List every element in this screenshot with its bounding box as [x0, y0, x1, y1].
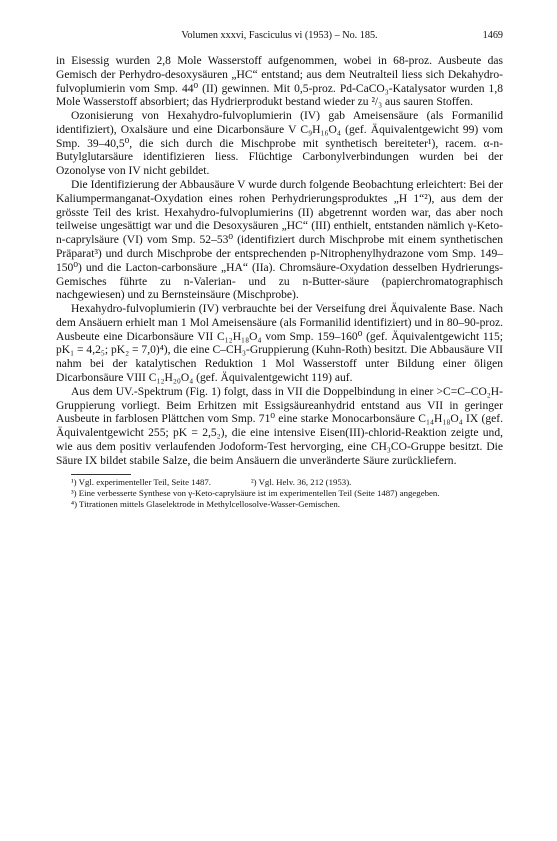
footnote-line [56, 477, 503, 488]
footnote: ¹) Vgl. experimenteller Teil, Seite 1487. [71, 477, 211, 488]
page-number: 1469 [482, 30, 503, 41]
paragraph: Aus dem UV.-Spektrum (Fig. 1) folgt, dass in VII die Doppelbindung in einer >C=C–CO₂H-Gruppierung vorliegt. Beim Erhitzen mit Essigsäureanhydrid entstand aus VII in geringer Ausbeute in farblosen Plättchen vom Smp. 71⁰ eine starke Monocarbonsäure C₁₄H₁₈O₄ IX (gef. Äquivalentgewicht 255; pK = 2,5₂), die eine intensive Eisen(III)-chlorid-Reaktion zeigte und, wie aus dem positiv verlaufenden Jodoform-Test hervorging, eine CH₃CO-Gruppe besitzt. Die Säure IX bildet stabile Salze, die beim Ansäuern die unveränderte Säure zurückliefern. [56, 385, 503, 467]
running-header [56, 30, 503, 44]
footnotes [56, 477, 503, 510]
paragraph: Ozonisierung von Hexahydro-fulvoplumierin (IV) gab Ameisensäure (als Formanilid identifiziert), Oxalsäure und eine Dicarbonsäure V C₉H₁₆O₄ (gef. Äquivalentgewicht 99) vom Smp. 39–40,5⁰, die sich durch die Mischprobe mit synthetisch bereiteter¹), racem. α-n-Butylglutarsäure identifizieren liess. Flüchtige Carbonylverbindungen wurden bei der Ozonolyse von IV nicht gebildet. [56, 110, 503, 178]
footnote: ²) Vgl. Helv. 36, 212 (1953). [250, 477, 352, 488]
paragraph: Die Identifizierung der Abbausäure V wurde durch folgende Beobachtung erleichtert: Bei der Kaliumpermanganat-Oxydation eines rohen Perhydrierungsproduktes „H 1“²), aus dem der grösste Teil des krist. Hexahydro-fulvoplumierins (II) abgetrennt worden war, das aber noch teilweise ungesättigt war und die Desoxysäuren „HC“ (III) enthielt, entstanden nämlich γ-Keto-n-caprylsäure (VI) vom Smp. 52–53⁰ (identifiziert durch Mischprobe mit einem synthetischen Präparat³) und durch Mischprobe der entsprechenden p-Nitrophenylhydrazone vom Smp. 149–150⁰) und die Lacton-carbonsäure „HA“ (IIa). Chromsäure-Oxydation desselben Hydrierungs-Gemisches führte zu n-Valerian- und zu n-Butter-säure (papierchromatographisch nachgewiesen) und zu Bernsteinsäure (Mischprobe). [56, 179, 503, 302]
footnote-divider [71, 474, 131, 475]
page [56, 30, 503, 510]
running-title: Volumen xxxvi, Fasciculus vi (1953) – No. 185. [181, 30, 378, 41]
paragraph: Hexahydro-fulvoplumierin (IV) verbrauchte bei der Verseifung drei Äquivalente Base. Nach dem Ansäuern erhielt man 1 Mol Ameisensäure (als Formanilid identifiziert) und in 80–90-proz. Ausbeute eine Dicarbonsäure VII C₁₂H₁₈O₄ vom Smp. 159–160⁰ (gef. Äquivalentgewicht 115; pK₁ = 4,2₅; pK₂ = 7,0)⁴), die eine C–CH₃-Gruppierung (Kuhn-Roth) besitzt. Die Abbausäure VII nahm bei der katalytischen Reduktion 1 Mol Wasserstoff unter Bildung einer öligen Dicarbonsäure VIII C₁₂H₂₀O₄ (gef. Äquivalentgewicht 119) auf. [56, 303, 503, 384]
paragraph: in Eisessig wurden 2,8 Mole Wasserstoff aufgenommen, wobei in 68-proz. Ausbeute das Gemisch der Perhydro-desoxysäuren „HC“ entstand; aus dem Neutralteil liess sich Dekahydro-fulvoplumierin vom Smp. 44⁰ (II) gewinnen. Mit 0,5-proz. Pd-CaCO₃-Katalysator wurden 1,8 Mole Wasserstoff absorbiert; das Hydrierprodukt bestand wieder zu ²/₃ aus sauren Stoffen. [56, 55, 503, 109]
body-text [56, 55, 503, 468]
footnote: ⁴) Titrationen mittels Glaselektrode in Methylcellosolve-Wasser-Gemischen. [71, 499, 340, 510]
footnote: ³) Eine verbesserte Synthese von γ-Keto-caprylsäure ist im experimentellen Teil (Seite 1487) angegeben. [71, 488, 440, 499]
